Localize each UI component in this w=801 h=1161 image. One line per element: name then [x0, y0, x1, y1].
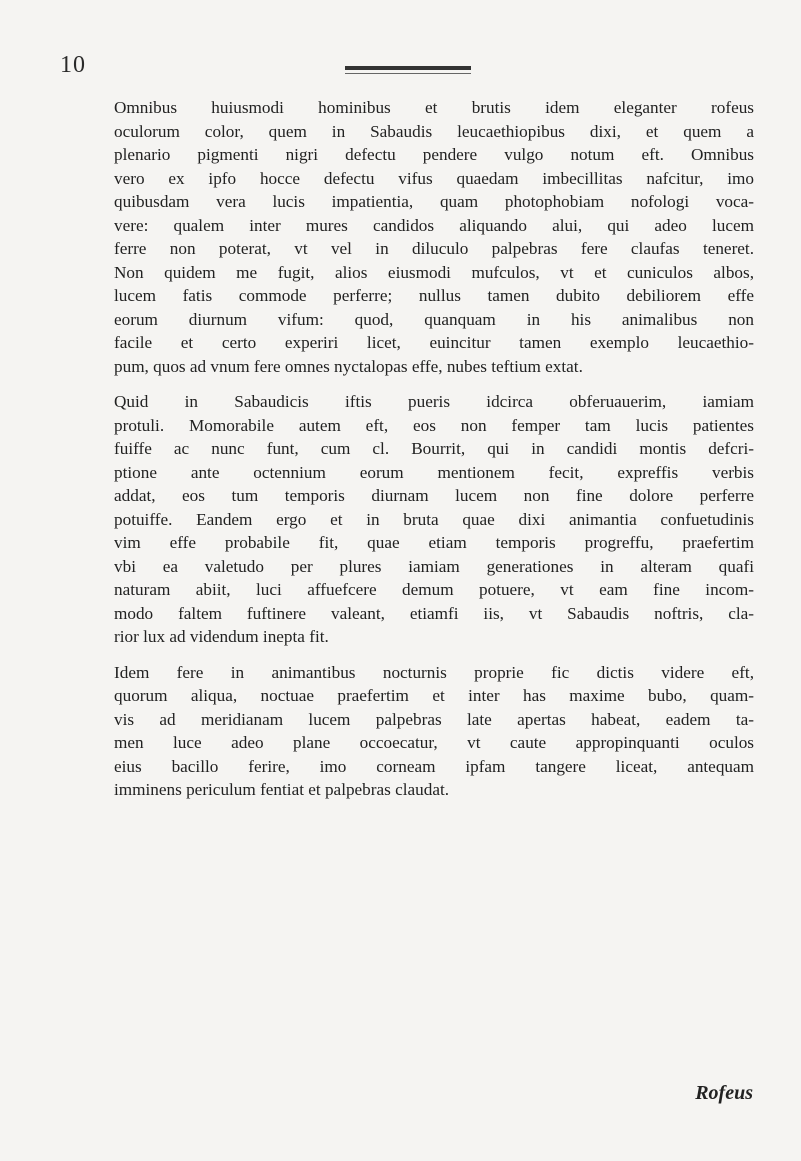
text-line: vim effe probabile fit, quae etiam temporis progreffu, praefertim [114, 533, 754, 552]
text-line: imminens periculum fentiat et palpebras claudat. [114, 780, 450, 799]
text-line: Idem fere in animantibus nocturnis proprie fic dictis videre eft, [114, 662, 754, 682]
text-line: plenario pigmenti nigri defectu pendere vulgo notum eft. Omnibus [114, 145, 754, 164]
text-line: fuiffe ac nunc funt, cum cl. Bourrit, qui in candidi montis defcri- [114, 439, 754, 458]
text-line: Non quidem me fugit, alios eiusmodi mufculos, vt et cuniculos albos, [114, 262, 754, 282]
text-line: rior lux ad videndum inepta fit. [114, 627, 329, 646]
page-number: 10 [60, 52, 86, 78]
text-line: pum, quos ad vnum fere omnes nyctalopas effe, nubes teftium extat. [114, 356, 583, 376]
text-line: ferre non poterat, vt vel in diluculo palpebras fere claufas teneret. [114, 239, 754, 258]
body-text [114, 96, 754, 802]
text-line: eius bacillo ferire, imo corneam ipfam tangere liceat, antequam [114, 756, 754, 776]
text-line: ptione ante octennium eorum mentionem fecit, expreffis verbis [114, 462, 754, 482]
text-line: oculorum color, quem in Sabaudis leucaethiopibus dixi, et quem a [114, 121, 754, 141]
paragraph-1 [114, 96, 754, 378]
header-rule [345, 66, 471, 70]
text-line: facile et certo experiri licet, euincitur tamen exemplo leucaethio- [114, 333, 754, 352]
catchword: Rofeus [695, 1082, 753, 1104]
text-line: addat, eos tum temporis diurnam lucem non fine dolore perferre [114, 486, 754, 505]
text-line: men luce adeo plane occoecatur, vt caute appropinquanti oculos [114, 733, 754, 752]
text-line: vero ex ipfo hocce defectu vifus quaedam imbecillitas nafcitur, imo [114, 168, 754, 188]
text-line: vbi ea valetudo per plures iamiam generationes in alteram quafi [114, 556, 754, 576]
text-line: Quid in Sabaudicis iftis pueris idcirca obferuauerim, iamiam [114, 392, 754, 411]
text-line: modo faltem fuftinere valeant, etiamfi iis, vt Sabaudis noftris, cla- [114, 603, 754, 623]
paragraph-2 [114, 390, 754, 649]
text-line: quibusdam vera lucis impatientia, quam photophobiam nofologi voca- [114, 192, 754, 211]
paragraph-3 [114, 661, 754, 802]
text-line: eorum diurnum vifum: quod, quanquam in his animalibus non [114, 309, 754, 329]
text-line: vis ad meridianam lucem palpebras late apertas habeat, eadem ta- [114, 709, 754, 729]
text-line: Omnibus huiusmodi hominibus et brutis idem eleganter rofeus [114, 98, 754, 117]
text-line: naturam abiit, luci affuefcere demum potuere, vt eam fine incom- [114, 580, 754, 599]
text-line: potuiffe. Eandem ergo et in bruta quae dixi animantia confuetudinis [114, 509, 754, 529]
text-line: protuli. Momorabile autem eft, eos non femper tam lucis patientes [114, 415, 754, 435]
text-line: quorum aliqua, noctuae praefertim et inter has maxime bubo, quam- [114, 686, 754, 705]
text-line: vere: qualem inter mures candidos aliquando alui, qui adeo lucem [114, 215, 754, 235]
text-line: lucem fatis commode perferre; nullus tamen dubito debiliorem effe [114, 286, 754, 305]
